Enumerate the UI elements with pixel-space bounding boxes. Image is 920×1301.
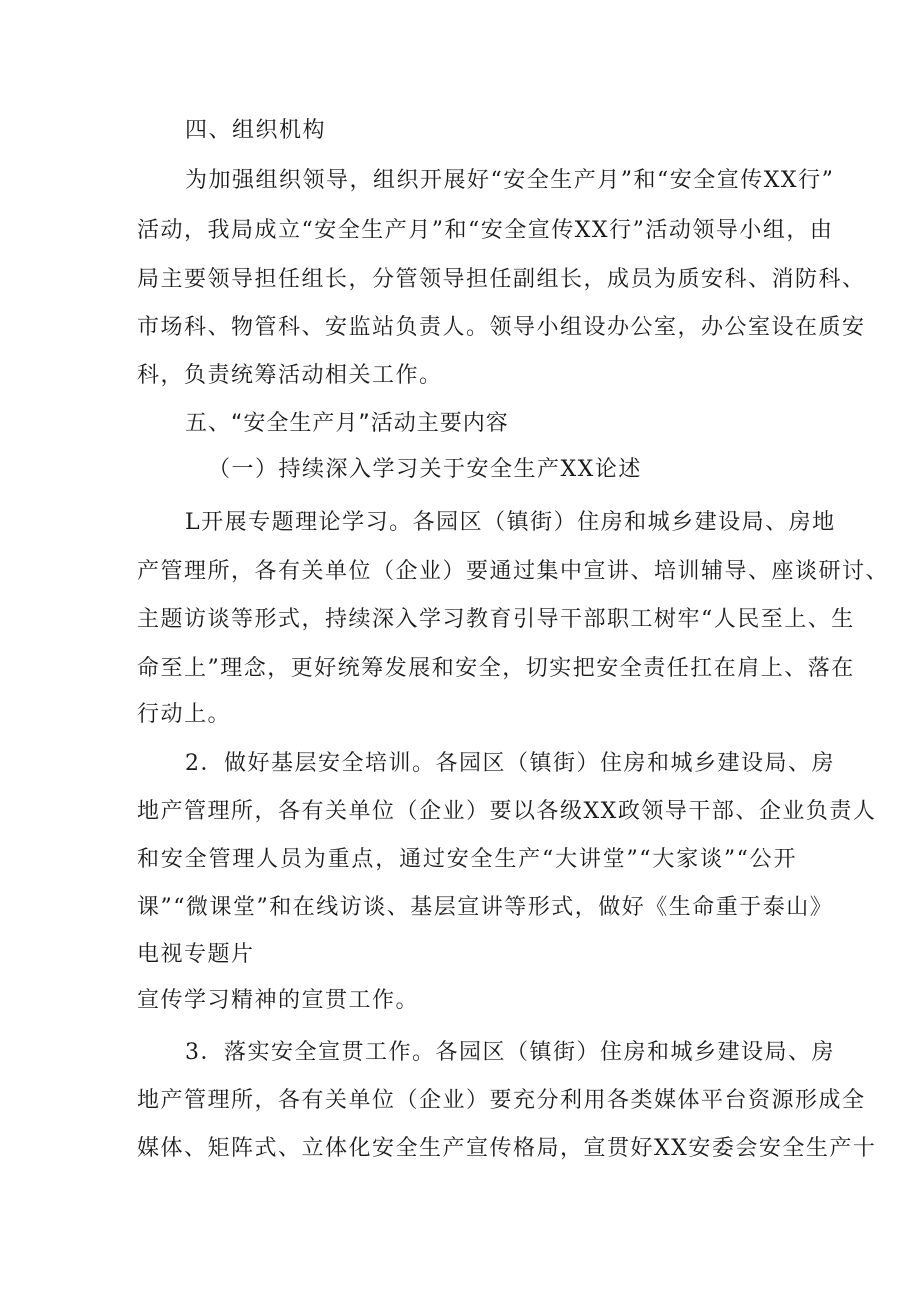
paragraph-line: 行动上。 bbox=[137, 702, 232, 727]
paragraph-line: 3．落实安全宣贯工作。各园区（镇街）住房和城乡建设局、房 bbox=[185, 1040, 835, 1065]
paragraph-line: 市场科、物管科、安监站负责人。领导小组设办公室，办公室设在质安 bbox=[137, 315, 866, 340]
paragraph-line: 电视专题片 bbox=[137, 942, 255, 967]
paragraph-line: L开展专题理论学习。各园区（镇街）住房和城乡建设局、房地 bbox=[185, 510, 836, 535]
paragraph-line: 局主要领导担任组长，分管领导担任副组长，成员为质安科、消防科、 bbox=[137, 267, 866, 292]
paragraph-line: 2．做好基层安全培训。各园区（镇街）住房和城乡建设局、房 bbox=[185, 751, 835, 776]
paragraph-line: 媒体、矩阵式、立体化安全生产宣传格局，宣贯好XX安委会安全生产十 bbox=[137, 1136, 877, 1161]
paragraph-line: 地产管理所，各有关单位（企业）要充分利用各类媒体平台资源形成全 bbox=[137, 1088, 866, 1113]
paragraph-line: 科，负责统筹活动相关工作。 bbox=[137, 363, 443, 388]
paragraph-line: 为加强组织领导，组织开展好“安全生产月”和“安全宣传XX行” bbox=[185, 168, 835, 193]
paragraph-line: 主题访谈等形式，持续深入学习教育引导干部职工树牢“人民至上、生 bbox=[137, 607, 855, 632]
paragraph-line: 地产管理所，各有关单位（企业）要以各级XX政领导干部、企业负责人 bbox=[137, 799, 877, 824]
paragraph-line: 课”“微课堂”和在线访谈、基层宣讲等形式，做好《生命重于泰山》 bbox=[137, 895, 834, 920]
paragraph-line: 产管理所，各有关单位（企业）要通过集中宣讲、培训辅导、座谈研讨、 bbox=[137, 559, 890, 584]
paragraph-line: 命至上”理念，更好统筹发展和安全，切实把安全责任扛在肩上、落在 bbox=[137, 656, 855, 681]
section-5-heading: 五、“安全生产月”活动主要内容 bbox=[185, 411, 509, 436]
subsection-1-heading: （一）持续深入学习关于安全生产XX论述 bbox=[208, 457, 642, 482]
paragraph-line: 宣传学习精神的宣贯工作。 bbox=[137, 988, 420, 1013]
paragraph-line: 活动，我局成立“安全生产月”和“安全宣传XX行”活动领导小组，由 bbox=[137, 218, 834, 243]
paragraph-line: 和安全管理人员为重点，通过安全生产“大讲堂”“大家谈”“公开 bbox=[137, 847, 797, 872]
section-4-heading: 四、组织机构 bbox=[185, 118, 327, 143]
